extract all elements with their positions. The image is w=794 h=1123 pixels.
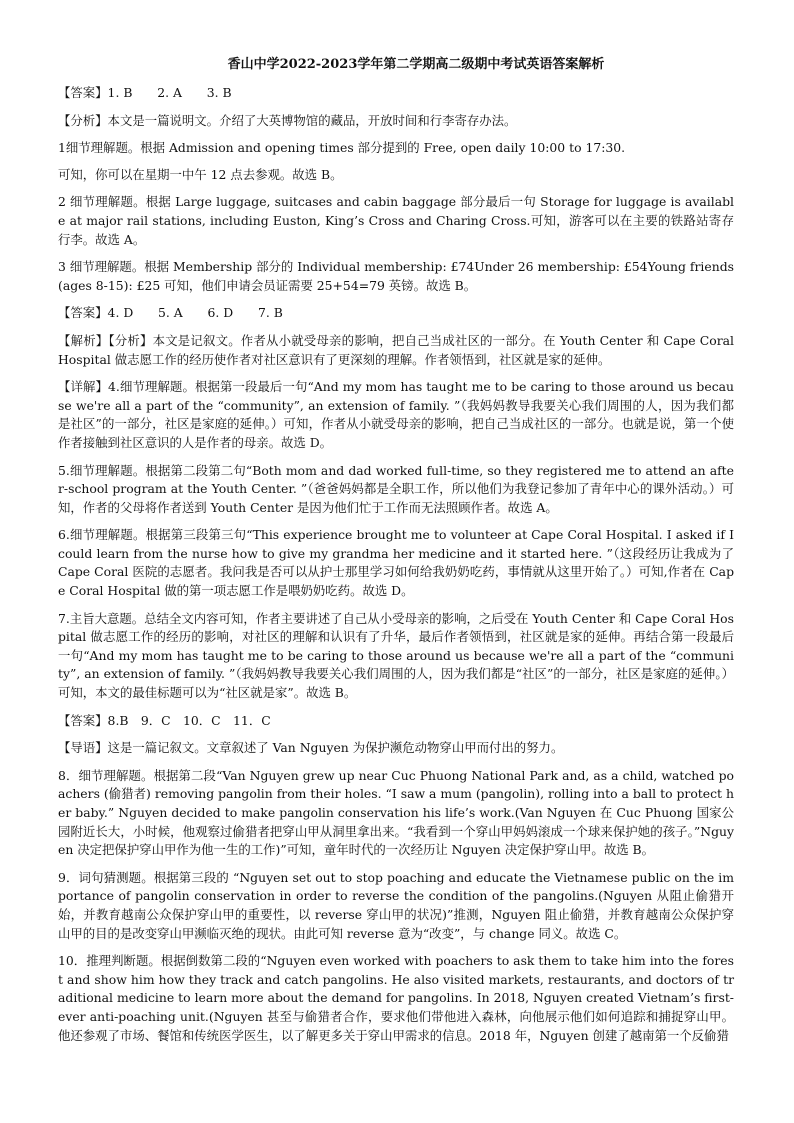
- explanation-q7: 7.主旨大意题。总结全文内容可知，作者主要讲述了自己从小受母亲的影响，之后受在 Youth Center 和 Cape Coral Hospital 做志愿工作的经历的影响，对社区的理解和认识有了升华，最后作者领悟到，社区就是家的延伸。再结合第一段最后一句“And my mom has taught me to be caring to those around us because we're all a part of the “community”, an extension of family. ”（我妈妈教导我要关心我们周围的人，因为我们都是“社区”的一部分，社区是家庭的延伸。）可知，本文的最佳标题可以为“社区就是家”。故选 B。: [58, 610, 734, 701]
- explanation-q3: 3 细节理解题。根据 Membership 部分的 Individual membership: £74Under 26 membership: £54Young friends (ages 8-15): £25 可知，他们申请会员证需要 25+54=79 英镑。故选 B。: [58, 259, 734, 293]
- explanation-q6: 6.细节理解题。根据第三段第三句“This experience brought me to volunteer at Cape Coral Hospital. I asked if I could learn from the nurse how to give my grandma her medicine and it started here. ”（这段经历让我成为了 Cape Coral 医院的志愿者。我问我是否可以从护士那里学习如何给我奶奶吃药，事情就从这里开始了。）可知,作者在 Cape Coral Hospital 做的第一项志愿工作是喂奶奶吃药。故选 D。: [58, 527, 734, 599]
- explanation-q10: 10．推理判断题。根据倒数第二段的“Nguyen even worked with poachers to ask them to take him into the forest and show him how they track and catch pangolins. He also visited markets, restaurants, and doctors of traditional medicine to learn more about the demand for pangolins. In 2018, Nguyen created Vietnam’s first-ever anti-poaching unit.(Nguyen 甚至与偷猎者合作，要求他们带他进入森林，向他展示他们如何追踪和捕捉穿山甲。他还参观了市场、餐馆和传统医学医生，以了解更多关于穿山甲需求的信息。2018 年，Nguyen 创建了越南第一个反偷猎: [58, 953, 734, 1043]
- answer-line-3: 【答案】8.B 9．C 10．C 11．C: [58, 712, 271, 728]
- intro-passage-3: 【导语】这是一篇记叙文。文章叙述了 Van Nguyen 为保护濒危动物穿山甲而付出的努力。: [58, 740, 564, 756]
- explanation-q1-conclusion: 可知，你可以在星期一中午 12 点去参观。故选 B。: [58, 166, 343, 182]
- answer-line-1: 【答案】1. B 2. A 3. B: [58, 85, 232, 100]
- analysis-passage-1: 【分析】本文是一篇说明文。介绍了大英博物馆的藏品，开放时间和行李寄存办法。: [58, 112, 517, 128]
- answer-line-2: 【答案】4. D 5. A 6. D 7. B: [58, 305, 283, 321]
- explanation-q9: 9．词句猜测题。根据第三段的 “Nguyen set out to stop poaching and educate the Vietnamese public on the importance of pangolin conservation in order to reverse the condition of the pangolins.(Nguyen 从阻止偷猎开始，并教育越南公众保护穿山甲的重要性，以 reverse 穿山甲的状况)”推测，Nguyen 阻止偷猎，并教育越南公众保护穿山甲的目的是改变穿山甲濒临灭绝的现状。由此可知 reverse 意为“改变”，与 change 同义。故选 C。: [58, 869, 734, 941]
- explanation-q2: 2 细节理解题。根据 Large luggage, suitcases and cabin baggage 部分最后一句 Storage for luggage is available at major rail stations, including Euston, King’s Cross and Charing Cross.可知，游客可以在主要的铁路站寄存行李。故选 A。: [58, 194, 734, 247]
- explanation-q5: 5.细节理解题。根据第二段第二句“Both mom and dad worked full-time, so they registered me to attend an after-school program at the Youth Center. ”（爸爸妈妈都是全职工作，所以他们为我登记参加了青年中心的课外活动。）可知，作者的父母将作者送到 Youth Center 是因为他们忙于工作而无法照顾作者。故选 A。: [58, 462, 734, 515]
- document-title: 香山中学2022-2023学年第二学期高二级期中考试英语答案解析: [227, 57, 605, 72]
- explanation-q1: 1细节理解题。根据 Admission and opening times 部分提到的 Free, open daily 10:00 to 17:30.: [58, 140, 626, 156]
- analysis-passage-2: 【解析】【分析】本文是记叙文。作者从小就受母亲的影响，把自己当成社区的一部分。在 Youth Center 和 Cape Coral Hospital 做志愿工作的经历使作者对社区意识有了更深刻的理解。作者领悟到，社区就是家的延伸。: [58, 332, 734, 367]
- explanation-q8: 8．细节理解题。根据第二段“Van Nguyen grew up near Cuc Phuong National Park and, as a child, watched poachers (偷猎者) removing pangolin from their holes. “I saw a mum (pangolin), rolling into a ball to protect her baby.” Nguyen decided to make pangolin conservation his life’s work.(Van Nguyen 在 Cuc Phuong 国家公园附近长大，小时候，他观察过偷猎者把穿山甲从洞里拿出来。“我看到一个穿山甲妈妈滚成一个球来保护她的孩子。”Nguyen 决定把保护穿山甲作为他一生的工作)”可知，童年时代的一次经历让 Nguyen 决定保护穿山甲。故选 B。: [58, 767, 734, 858]
- document-page: [58, 56, 734, 1054]
- explanation-q4: 【详解】4.细节理解题。根据第一段最后一句“And my mom has taught me to be caring to those around us because we're all a part of the “community”, an extension of family. ”（我妈妈教导我要关心我们周围的人，因为我们都是社区”的一部分，社区是家庭的延伸。）可知，作者从小就受母亲的影响，把自己当成社区的一部分。也就是说，第一个使作者接触到社区意识的人是作者的母亲。故选 D。: [58, 379, 734, 450]
